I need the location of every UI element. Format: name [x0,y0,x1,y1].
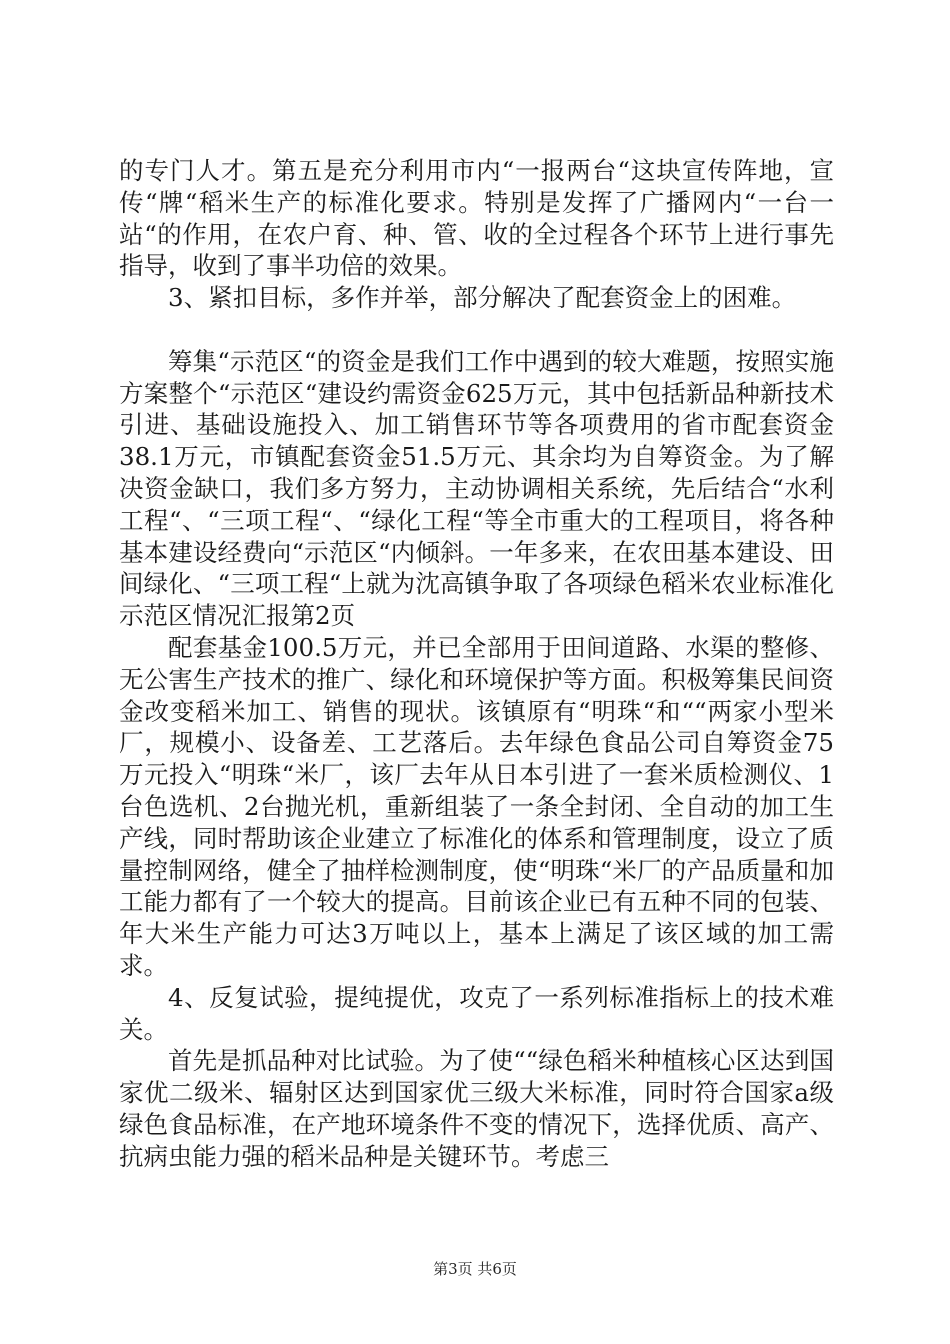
paragraph-continued: 的专门人才。第五是充分利用市内“一报两台“这块宣传阵地，宣传“牌“稻米生产的标准化要求。特别是发挥了广播网内“一台一站“的作用，在农户育、种、管、收的全过程各个环节上进行事先指导，收到了事半功倍的效果。 [119,156,834,281]
section-heading-4: 4、反复试验，提纯提优，攻克了一系列标准指标上的技术难关。 [119,982,834,1044]
paragraph-variety-trials: 首先是抓品种对比试验。为了使““绿色稻米种植核心区达到国家优二级米、辐射区达到国家优三级大米标准，同时符合国家a级绿色食品标准，在产地环境条件不变的情况下，选择优质、高产、抗病虫能力强的稻米品种是关键环节。考虑三 [119,1046,834,1171]
paragraph-funding: 筹集“示范区“的资金是我们工作中遇到的较大难题，按照实施方案整个“示范区“建设约需资金625万元，其中包括新品种新技术引进、基础设施投入、加工销售环节等各项费用的省市配套资金38.1万元，市镇配套资金51.5万元、其余均为自筹资金。为了解决资金缺口，我们多方努力，主动协调相关系统，先后结合“水利工程“、“三项工程“、“绿化工程“等全市重大的工程项目，将各种基本建设经费向“示范区“内倾斜。一年多来，在农田基本建设、田间绿化、“三项工程“上就为沈高镇争取了各项绿色稻米农业标准化示范区情况汇报第2页 [119,346,834,631]
document-body [119,155,834,1173]
paragraph-matching-funds: 配套基金100.5万元，并已全部用于田间道路、水渠的整修、无公害生产技术的推广、绿化和环境保护等方面。积极筹集民间资金改变稻米加工、销售的现状。该镇原有“明珠“和““两家小型米厂，规模小、设备差、工艺落后。去年绿色食品公司自筹资金75万元投入“明珠“米厂，该厂去年从日本引进了一套米质检测仪、1台色选机、2台抛光机，重新组装了一条全封闭、全自动的加工生产线，同时帮助该企业建立了标准化的体系和管理制度，设立了质量控制网络，健全了抽样检测制度，使“明珠“米厂的产品质量和加工能力都有了一个较大的提高。目前该企业已有五种不同的包装、年大米生产能力可达3万吨以上，基本上满足了该区域的加工需求。 [119,632,834,980]
section-heading-3: 3、紧扣目标，多作并举，部分解决了配套资金上的困难。 [168,283,797,313]
page-footer: 第3页 共6页 [433,1260,517,1278]
